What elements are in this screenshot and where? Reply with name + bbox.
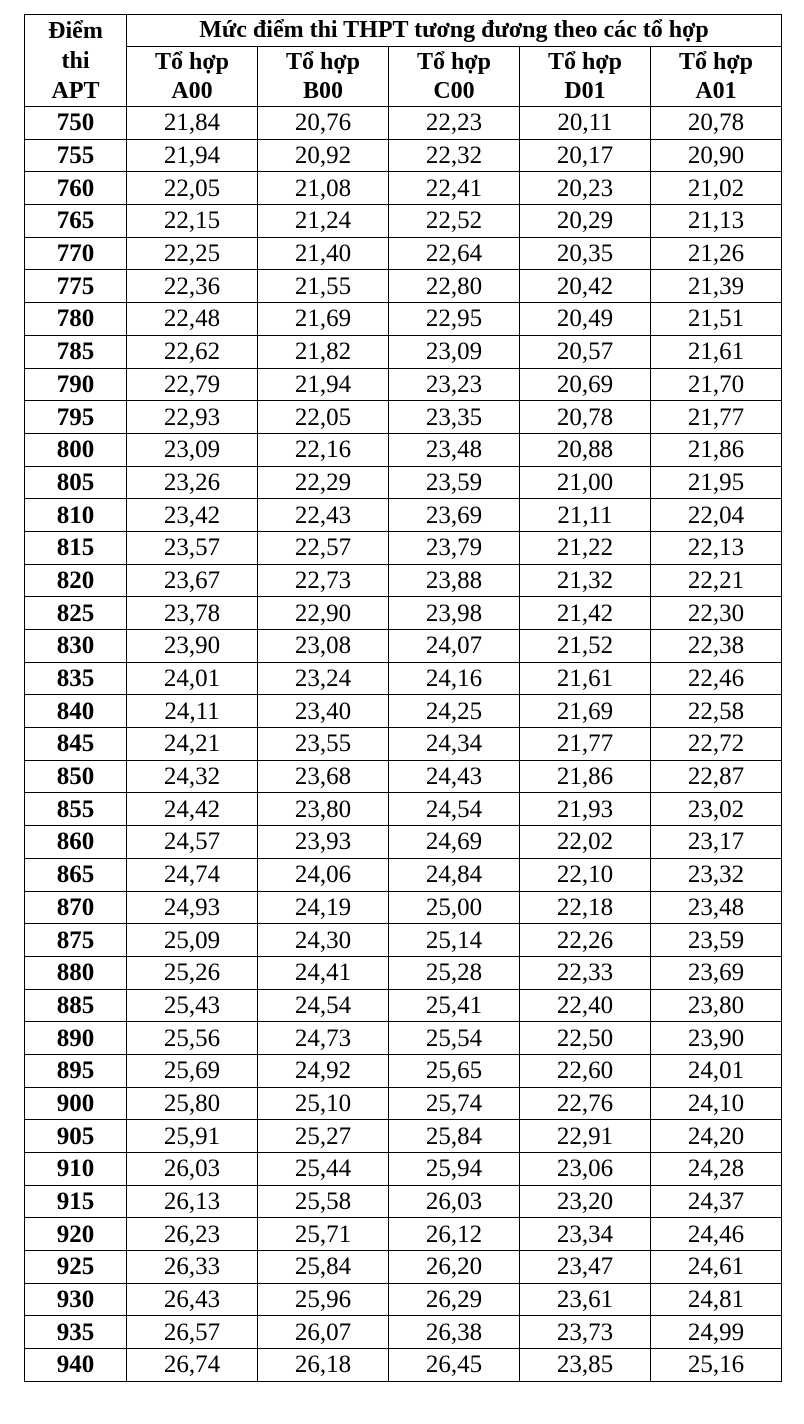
combo-header-label: Tổ hợp (679, 48, 753, 75)
a00-score-cell: 26,74 (127, 1349, 258, 1382)
c00-score-cell: 25,84 (389, 1120, 520, 1153)
a01-score-cell: 24,99 (651, 1316, 782, 1349)
d01-score-cell: 21,69 (520, 695, 651, 728)
d01-score-cell: 23,85 (520, 1349, 651, 1382)
a00-score-cell: 26,03 (127, 1153, 258, 1186)
table-row (25, 433, 782, 466)
c00-score-cell: 25,94 (389, 1153, 520, 1186)
a00-score-cell: 26,13 (127, 1185, 258, 1218)
a01-score-cell: 22,21 (651, 564, 782, 597)
combo-header-code: B00 (302, 77, 343, 104)
b00-score-cell: 25,84 (258, 1251, 389, 1284)
b00-score-cell: 26,07 (258, 1316, 389, 1349)
d01-score-cell: 21,77 (520, 728, 651, 761)
d01-score-cell: 23,34 (520, 1218, 651, 1251)
c00-score-cell: 23,59 (389, 466, 520, 499)
apt-score-cell: 885 (25, 989, 127, 1022)
b00-score-cell: 23,08 (258, 630, 389, 663)
c00-score-cell: 23,09 (389, 335, 520, 368)
a01-score-cell: 24,37 (651, 1185, 782, 1218)
table-row (25, 1316, 782, 1349)
apt-score-cell: 765 (25, 205, 127, 238)
combo-header-code: A01 (695, 77, 737, 104)
table-header (25, 15, 782, 107)
table-row (25, 368, 782, 401)
b00-score-cell: 24,06 (258, 858, 389, 891)
table-row (25, 826, 782, 859)
table-row (25, 335, 782, 368)
apt-score-cell: 760 (25, 172, 127, 205)
b00-score-cell: 20,92 (258, 139, 389, 172)
a00-score-cell: 25,09 (127, 924, 258, 957)
c00-score-cell: 24,54 (389, 793, 520, 826)
a01-score-cell: 23,69 (651, 956, 782, 989)
apt-header-line: Điểm (48, 17, 103, 44)
d01-score-cell: 20,11 (520, 107, 651, 140)
a01-score-cell: 22,87 (651, 760, 782, 793)
apt-score-cell: 835 (25, 662, 127, 695)
b00-score-cell: 22,16 (258, 433, 389, 466)
apt-score-cell: 775 (25, 270, 127, 303)
table-row (25, 270, 782, 303)
apt-score-cell: 810 (25, 499, 127, 532)
a00-score-cell: 24,32 (127, 760, 258, 793)
c00-score-cell: 24,16 (389, 662, 520, 695)
c00-score-cell: 24,25 (389, 695, 520, 728)
a01-score-cell: 21,39 (651, 270, 782, 303)
c00-score-cell: 22,95 (389, 303, 520, 336)
a01-score-cell: 23,32 (651, 858, 782, 891)
c00-score-cell: 25,14 (389, 924, 520, 957)
table-row (25, 1120, 782, 1153)
a01-score-cell: 21,95 (651, 466, 782, 499)
a00-score-cell: 22,05 (127, 172, 258, 205)
apt-score-cell: 825 (25, 597, 127, 630)
b00-score-cell: 23,40 (258, 695, 389, 728)
apt-score-cell: 845 (25, 728, 127, 761)
table-row (25, 499, 782, 532)
b00-score-cell: 22,29 (258, 466, 389, 499)
d01-score-cell: 20,42 (520, 270, 651, 303)
apt-score-cell: 815 (25, 531, 127, 564)
d01-score-cell: 23,47 (520, 1251, 651, 1284)
b00-score-cell: 24,41 (258, 956, 389, 989)
c00-score-cell: 23,98 (389, 597, 520, 630)
d01-score-cell: 20,35 (520, 237, 651, 270)
apt-score-cell: 850 (25, 760, 127, 793)
apt-score-cell: 800 (25, 433, 127, 466)
table-row (25, 303, 782, 336)
apt-score-cell: 750 (25, 107, 127, 140)
a01-score-cell: 21,51 (651, 303, 782, 336)
table-row (25, 466, 782, 499)
d01-score-cell: 21,86 (520, 760, 651, 793)
a00-score-cell: 24,11 (127, 695, 258, 728)
a00-score-cell: 25,56 (127, 1022, 258, 1055)
a00-score-cell: 25,69 (127, 1054, 258, 1087)
combo-header-a01 (651, 47, 782, 107)
table-row (25, 1349, 782, 1382)
apt-score-cell: 935 (25, 1316, 127, 1349)
table-row (25, 1185, 782, 1218)
b00-score-cell: 21,24 (258, 205, 389, 238)
c00-score-cell: 26,20 (389, 1251, 520, 1284)
table-row (25, 139, 782, 172)
d01-score-cell: 22,60 (520, 1054, 651, 1087)
a00-score-cell: 23,09 (127, 433, 258, 466)
a00-score-cell: 23,67 (127, 564, 258, 597)
b00-score-cell: 22,73 (258, 564, 389, 597)
b00-score-cell: 22,90 (258, 597, 389, 630)
table-row (25, 1218, 782, 1251)
a01-score-cell: 21,86 (651, 433, 782, 466)
b00-score-cell: 25,10 (258, 1087, 389, 1120)
table-row (25, 401, 782, 434)
apt-score-cell: 860 (25, 826, 127, 859)
table-row (25, 891, 782, 924)
c00-score-cell: 25,41 (389, 989, 520, 1022)
a01-score-cell: 22,04 (651, 499, 782, 532)
c00-score-cell: 25,54 (389, 1022, 520, 1055)
c00-score-cell: 24,07 (389, 630, 520, 663)
a01-score-cell: 21,70 (651, 368, 782, 401)
apt-score-cell: 870 (25, 891, 127, 924)
d01-score-cell: 20,88 (520, 433, 651, 466)
a00-score-cell: 24,93 (127, 891, 258, 924)
a00-score-cell: 24,21 (127, 728, 258, 761)
b00-score-cell: 21,55 (258, 270, 389, 303)
d01-score-cell: 22,26 (520, 924, 651, 957)
a01-score-cell: 21,02 (651, 172, 782, 205)
a00-score-cell: 25,43 (127, 989, 258, 1022)
apt-score-cell: 910 (25, 1153, 127, 1186)
b00-score-cell: 23,55 (258, 728, 389, 761)
a00-score-cell: 22,93 (127, 401, 258, 434)
c00-score-cell: 24,34 (389, 728, 520, 761)
combo-header-label: Tổ hợp (155, 48, 229, 75)
table-row (25, 662, 782, 695)
b00-score-cell: 21,40 (258, 237, 389, 270)
combo-header-label: Tổ hợp (417, 48, 491, 75)
b00-score-cell: 23,68 (258, 760, 389, 793)
apt-score-cell: 915 (25, 1185, 127, 1218)
c00-score-cell: 22,23 (389, 107, 520, 140)
a00-score-cell: 23,78 (127, 597, 258, 630)
b00-score-cell: 20,76 (258, 107, 389, 140)
a00-score-cell: 22,15 (127, 205, 258, 238)
a00-score-cell: 25,80 (127, 1087, 258, 1120)
table-row (25, 1022, 782, 1055)
d01-score-cell: 20,57 (520, 335, 651, 368)
c00-score-cell: 24,69 (389, 826, 520, 859)
d01-score-cell: 21,52 (520, 630, 651, 663)
table-row (25, 793, 782, 826)
b00-score-cell: 25,96 (258, 1283, 389, 1316)
a01-score-cell: 22,46 (651, 662, 782, 695)
a01-score-cell: 24,10 (651, 1087, 782, 1120)
d01-score-cell: 23,73 (520, 1316, 651, 1349)
b00-score-cell: 21,08 (258, 172, 389, 205)
a01-score-cell: 23,02 (651, 793, 782, 826)
d01-score-cell: 21,42 (520, 597, 651, 630)
b00-score-cell: 22,57 (258, 531, 389, 564)
c00-score-cell: 25,28 (389, 956, 520, 989)
a01-score-cell: 21,26 (651, 237, 782, 270)
combo-header-c00 (389, 47, 520, 107)
a01-score-cell: 23,90 (651, 1022, 782, 1055)
apt-score-cell: 920 (25, 1218, 127, 1251)
a01-score-cell: 22,30 (651, 597, 782, 630)
b00-score-cell: 21,82 (258, 335, 389, 368)
c00-score-cell: 24,84 (389, 858, 520, 891)
b00-score-cell: 24,54 (258, 989, 389, 1022)
c00-score-cell: 25,65 (389, 1054, 520, 1087)
combo-header-code: C00 (433, 77, 475, 104)
table-row (25, 858, 782, 891)
apt-score-cell: 930 (25, 1283, 127, 1316)
c00-score-cell: 23,79 (389, 531, 520, 564)
table-row (25, 564, 782, 597)
b00-score-cell: 24,30 (258, 924, 389, 957)
a00-score-cell: 22,62 (127, 335, 258, 368)
a00-score-cell: 21,84 (127, 107, 258, 140)
apt-score-cell: 795 (25, 401, 127, 434)
apt-score-cell: 880 (25, 956, 127, 989)
d01-score-cell: 20,49 (520, 303, 651, 336)
c00-score-cell: 25,00 (389, 891, 520, 924)
d01-score-cell: 23,06 (520, 1153, 651, 1186)
d01-score-cell: 22,02 (520, 826, 651, 859)
apt-score-cell: 895 (25, 1054, 127, 1087)
apt-score-cell: 830 (25, 630, 127, 663)
a01-score-cell: 22,58 (651, 695, 782, 728)
apt-score-cell: 905 (25, 1120, 127, 1153)
score-conversion-table (24, 14, 782, 1382)
d01-score-cell: 21,93 (520, 793, 651, 826)
apt-score-cell: 790 (25, 368, 127, 401)
a00-score-cell: 22,79 (127, 368, 258, 401)
table-row (25, 1283, 782, 1316)
table-row (25, 205, 782, 238)
apt-score-cell: 875 (25, 924, 127, 957)
b00-score-cell: 23,24 (258, 662, 389, 695)
c00-score-cell: 25,74 (389, 1087, 520, 1120)
c00-score-cell: 26,45 (389, 1349, 520, 1382)
table-row (25, 630, 782, 663)
a00-score-cell: 25,91 (127, 1120, 258, 1153)
combo-header-code: D01 (564, 77, 606, 104)
d01-score-cell: 21,11 (520, 499, 651, 532)
b00-score-cell: 22,05 (258, 401, 389, 434)
a01-score-cell: 21,13 (651, 205, 782, 238)
apt-score-cell: 865 (25, 858, 127, 891)
c00-score-cell: 23,35 (389, 401, 520, 434)
b00-score-cell: 22,43 (258, 499, 389, 532)
d01-score-cell: 20,29 (520, 205, 651, 238)
d01-score-cell: 22,10 (520, 858, 651, 891)
table-row (25, 1087, 782, 1120)
a01-score-cell: 22,13 (651, 531, 782, 564)
apt-score-cell: 755 (25, 139, 127, 172)
table-row (25, 237, 782, 270)
d01-score-cell: 22,40 (520, 989, 651, 1022)
a01-score-cell: 24,46 (651, 1218, 782, 1251)
apt-score-header (25, 15, 127, 107)
apt-score-cell: 805 (25, 466, 127, 499)
c00-score-cell: 22,41 (389, 172, 520, 205)
thpt-equivalent-header: Mức điểm thi THPT tương đương theo các tổ hợp (127, 15, 782, 47)
table-row (25, 531, 782, 564)
a01-score-cell: 20,78 (651, 107, 782, 140)
d01-score-cell: 20,69 (520, 368, 651, 401)
a01-score-cell: 24,61 (651, 1251, 782, 1284)
a01-score-cell: 23,48 (651, 891, 782, 924)
b00-score-cell: 24,92 (258, 1054, 389, 1087)
a00-score-cell: 24,74 (127, 858, 258, 891)
b00-score-cell: 25,27 (258, 1120, 389, 1153)
a00-score-cell: 26,57 (127, 1316, 258, 1349)
combo-header-code: A00 (171, 77, 213, 104)
c00-score-cell: 23,48 (389, 433, 520, 466)
combo-header-a00 (127, 47, 258, 107)
combo-header-b00 (258, 47, 389, 107)
combo-header-label: Tổ hợp (286, 48, 360, 75)
apt-header-line: APT (51, 77, 100, 104)
apt-header-line: thi (61, 47, 90, 74)
a00-score-cell: 23,26 (127, 466, 258, 499)
apt-score-cell: 855 (25, 793, 127, 826)
b00-score-cell: 25,71 (258, 1218, 389, 1251)
b00-score-cell: 26,18 (258, 1349, 389, 1382)
d01-score-cell: 22,50 (520, 1022, 651, 1055)
b00-score-cell: 21,94 (258, 368, 389, 401)
apt-score-cell: 785 (25, 335, 127, 368)
a00-score-cell: 24,01 (127, 662, 258, 695)
table-row (25, 924, 782, 957)
apt-score-cell: 840 (25, 695, 127, 728)
c00-score-cell: 26,38 (389, 1316, 520, 1349)
a00-score-cell: 24,42 (127, 793, 258, 826)
table-row (25, 956, 782, 989)
d01-score-cell: 22,76 (520, 1087, 651, 1120)
d01-score-cell: 21,22 (520, 531, 651, 564)
d01-score-cell: 22,18 (520, 891, 651, 924)
b00-score-cell: 24,73 (258, 1022, 389, 1055)
apt-score-cell: 780 (25, 303, 127, 336)
a00-score-cell: 23,90 (127, 630, 258, 663)
table-row (25, 1054, 782, 1087)
d01-score-cell: 22,33 (520, 956, 651, 989)
d01-score-cell: 20,23 (520, 172, 651, 205)
d01-score-cell: 20,17 (520, 139, 651, 172)
a00-score-cell: 26,43 (127, 1283, 258, 1316)
a01-score-cell: 20,90 (651, 139, 782, 172)
a00-score-cell: 22,48 (127, 303, 258, 336)
apt-score-cell: 770 (25, 237, 127, 270)
a01-score-cell: 22,38 (651, 630, 782, 663)
a00-score-cell: 26,33 (127, 1251, 258, 1284)
a01-score-cell: 23,80 (651, 989, 782, 1022)
a00-score-cell: 23,42 (127, 499, 258, 532)
c00-score-cell: 26,12 (389, 1218, 520, 1251)
table-row (25, 760, 782, 793)
apt-score-cell: 890 (25, 1022, 127, 1055)
a00-score-cell: 23,57 (127, 531, 258, 564)
table-row (25, 1153, 782, 1186)
a00-score-cell: 24,57 (127, 826, 258, 859)
c00-score-cell: 22,64 (389, 237, 520, 270)
d01-score-cell: 21,00 (520, 466, 651, 499)
c00-score-cell: 26,03 (389, 1185, 520, 1218)
d01-score-cell: 23,61 (520, 1283, 651, 1316)
b00-score-cell: 25,44 (258, 1153, 389, 1186)
a01-score-cell: 22,72 (651, 728, 782, 761)
table-row (25, 989, 782, 1022)
table-row (25, 728, 782, 761)
combo-header-d01 (520, 47, 651, 107)
apt-score-cell: 940 (25, 1349, 127, 1382)
c00-score-cell: 22,80 (389, 270, 520, 303)
d01-score-cell: 21,61 (520, 662, 651, 695)
a01-score-cell: 21,77 (651, 401, 782, 434)
a00-score-cell: 22,25 (127, 237, 258, 270)
a01-score-cell: 24,81 (651, 1283, 782, 1316)
b00-score-cell: 25,58 (258, 1185, 389, 1218)
b00-score-cell: 24,19 (258, 891, 389, 924)
a01-score-cell: 23,17 (651, 826, 782, 859)
a01-score-cell: 23,59 (651, 924, 782, 957)
d01-score-cell: 22,91 (520, 1120, 651, 1153)
apt-score-cell: 900 (25, 1087, 127, 1120)
a01-score-cell: 21,61 (651, 335, 782, 368)
b00-score-cell: 21,69 (258, 303, 389, 336)
d01-score-cell: 21,32 (520, 564, 651, 597)
combo-header-label: Tổ hợp (548, 48, 622, 75)
a00-score-cell: 26,23 (127, 1218, 258, 1251)
table-row (25, 172, 782, 205)
c00-score-cell: 23,88 (389, 564, 520, 597)
a01-score-cell: 25,16 (651, 1349, 782, 1382)
table-row (25, 107, 782, 140)
a00-score-cell: 22,36 (127, 270, 258, 303)
c00-score-cell: 23,23 (389, 368, 520, 401)
a00-score-cell: 25,26 (127, 956, 258, 989)
d01-score-cell: 20,78 (520, 401, 651, 434)
apt-score-cell: 925 (25, 1251, 127, 1284)
b00-score-cell: 23,80 (258, 793, 389, 826)
b00-score-cell: 23,93 (258, 826, 389, 859)
a01-score-cell: 24,01 (651, 1054, 782, 1087)
a01-score-cell: 24,28 (651, 1153, 782, 1186)
d01-score-cell: 23,20 (520, 1185, 651, 1218)
c00-score-cell: 26,29 (389, 1283, 520, 1316)
a00-score-cell: 21,94 (127, 139, 258, 172)
c00-score-cell: 24,43 (389, 760, 520, 793)
table-row (25, 597, 782, 630)
c00-score-cell: 22,52 (389, 205, 520, 238)
table-body (25, 107, 782, 1382)
a01-score-cell: 24,20 (651, 1120, 782, 1153)
apt-score-cell: 820 (25, 564, 127, 597)
table-row (25, 1251, 782, 1284)
table-row (25, 695, 782, 728)
c00-score-cell: 23,69 (389, 499, 520, 532)
c00-score-cell: 22,32 (389, 139, 520, 172)
